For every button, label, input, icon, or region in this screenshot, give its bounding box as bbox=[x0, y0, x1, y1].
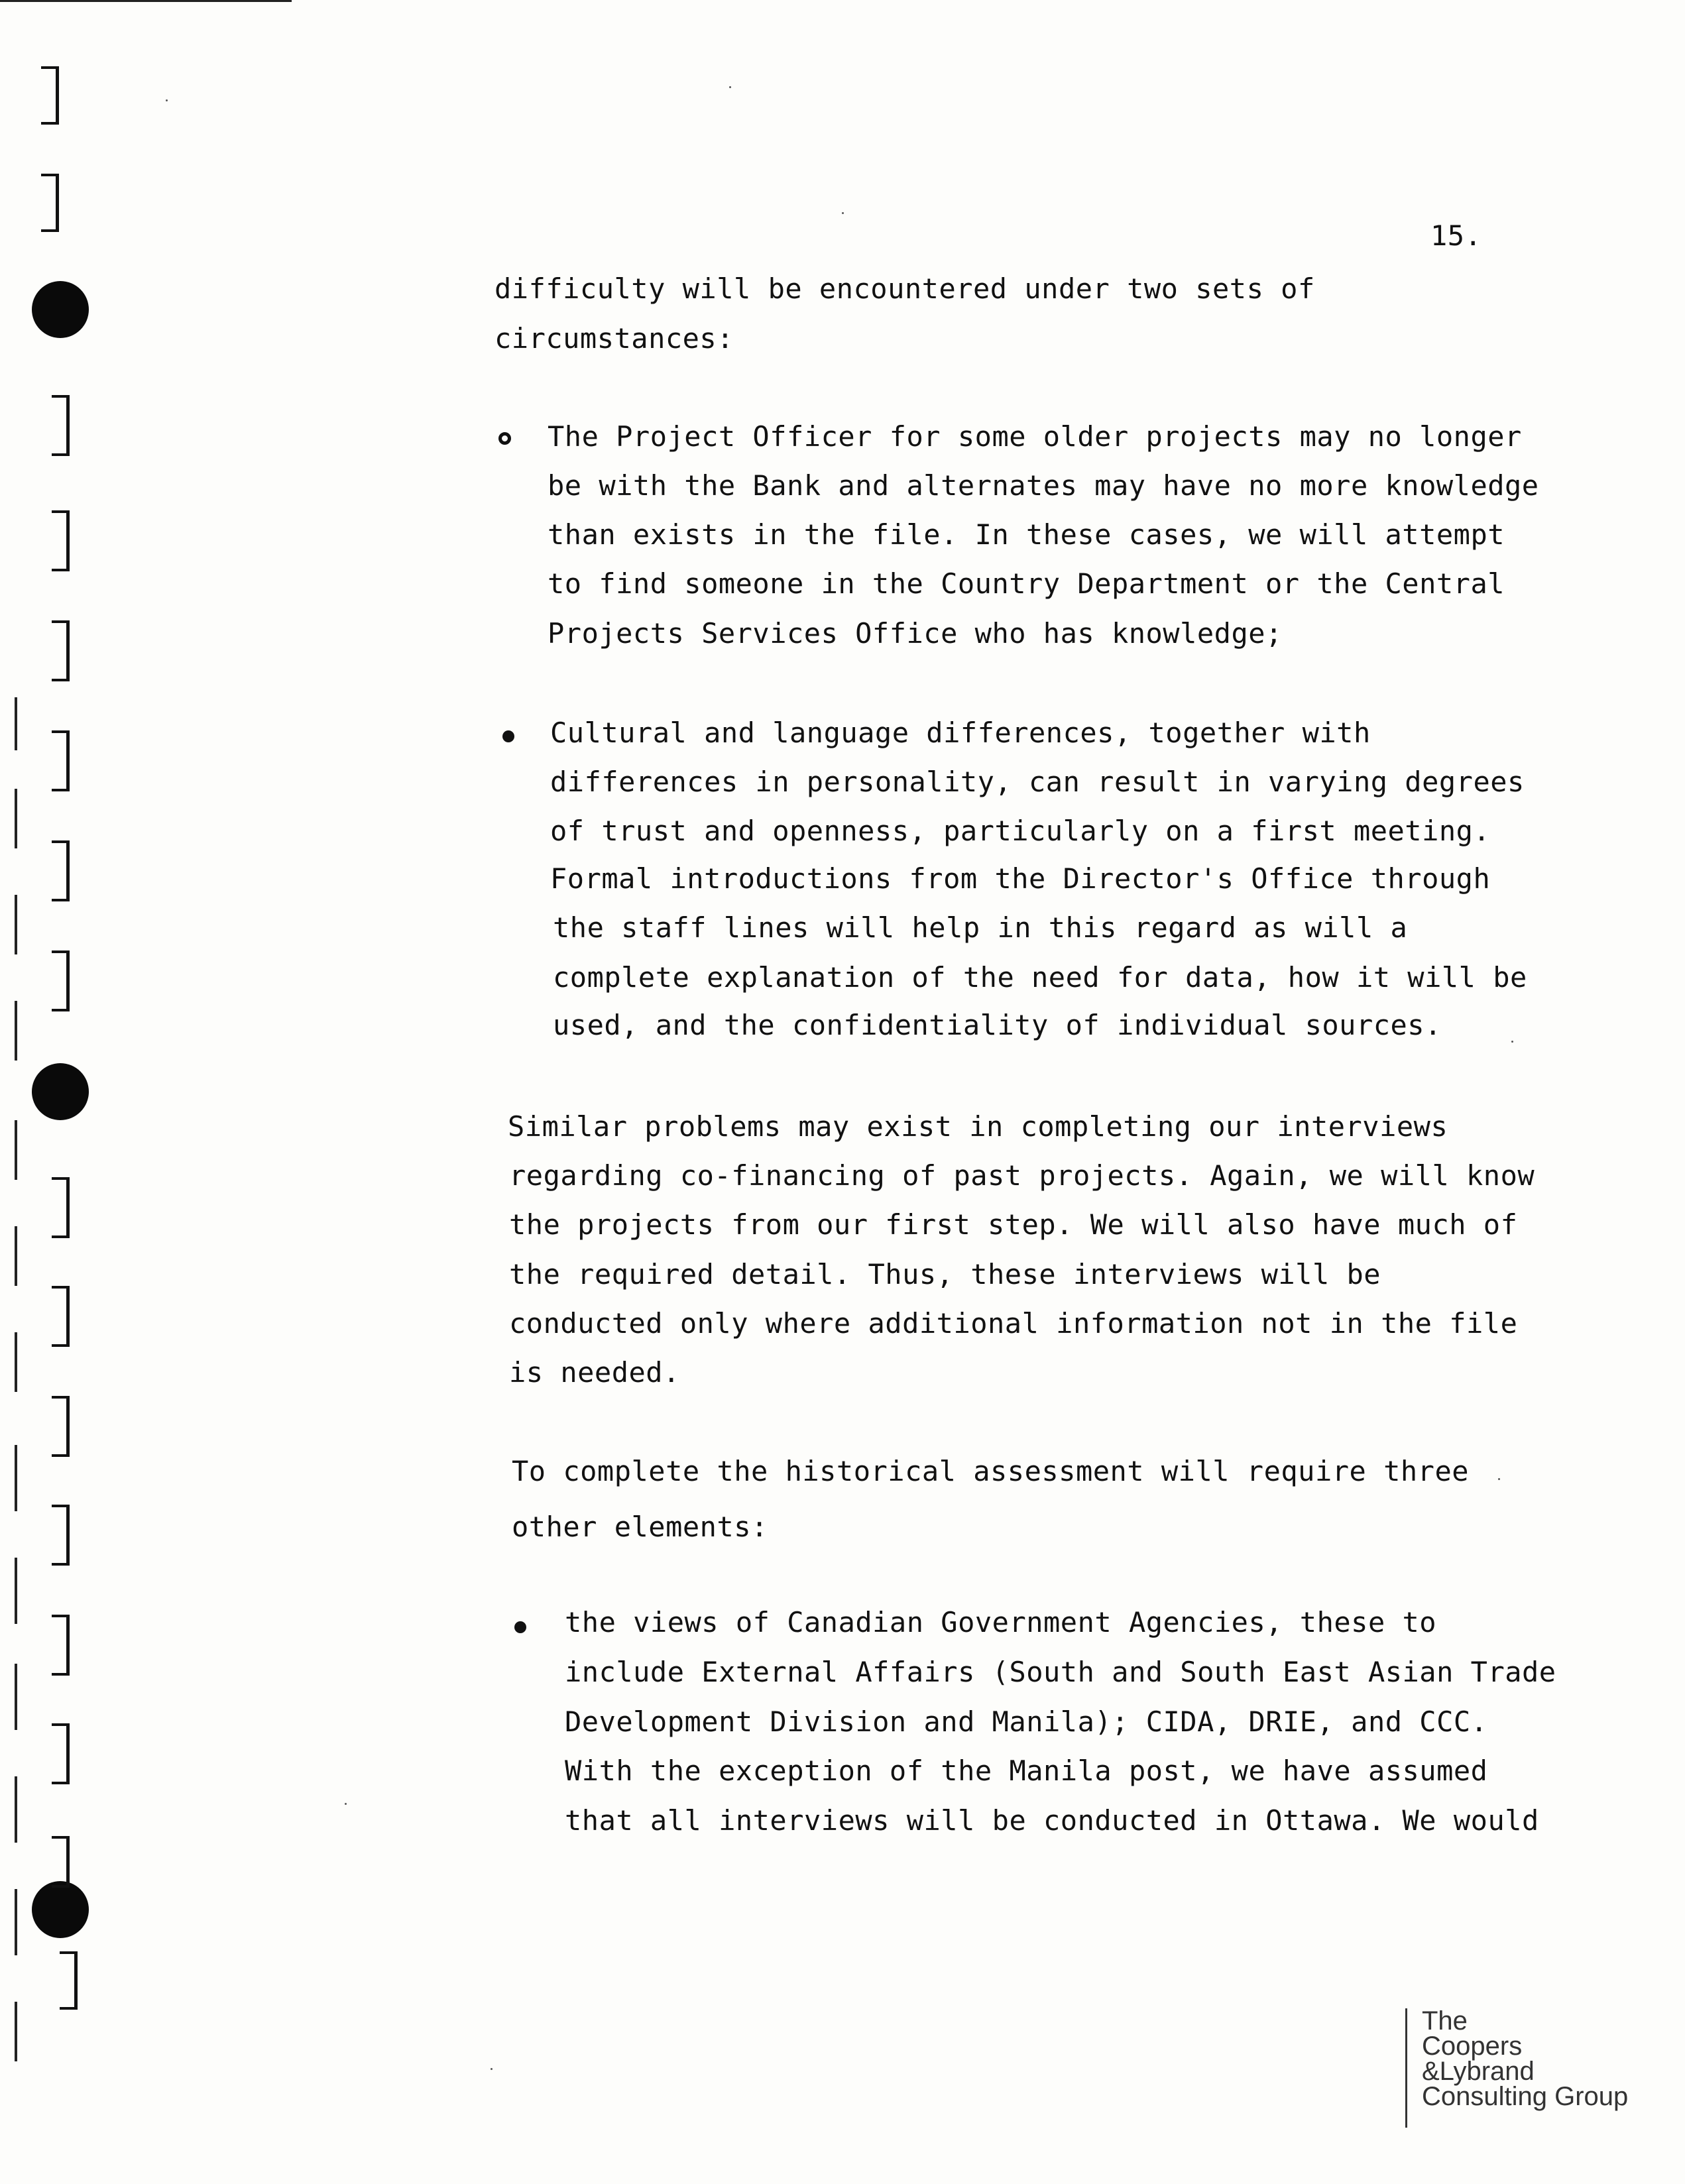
binder-bracket bbox=[60, 1951, 78, 2010]
margin-edge-mark bbox=[15, 1001, 17, 1061]
margin-edge-mark bbox=[15, 1445, 17, 1511]
binder-bracket bbox=[52, 950, 70, 1011]
margin-edge-mark bbox=[15, 1664, 17, 1730]
bullet-1-line: The Project Officer for some older projects may no longer bbox=[548, 420, 1522, 453]
margin-edge-mark bbox=[15, 1776, 17, 1843]
company-logo bbox=[1405, 2008, 1660, 2128]
binder-bracket bbox=[52, 620, 70, 681]
bullet-marker bbox=[502, 730, 514, 742]
binder-bracket bbox=[52, 840, 70, 901]
bullet-1-line: to find someone in the Country Department or the Central bbox=[548, 567, 1505, 600]
paragraph-2-line: To complete the historical assessment will require three bbox=[512, 1455, 1470, 1487]
margin-edge-mark bbox=[15, 1332, 17, 1392]
binder-bracket bbox=[52, 730, 70, 791]
bullet-2-line: the staff lines will help in this regard as will a bbox=[553, 911, 1408, 944]
paragraph-1-line: regarding co-financing of past projects. Again, we will know bbox=[509, 1159, 1535, 1192]
binder-bracket bbox=[52, 1177, 70, 1238]
punch-hole bbox=[32, 1063, 89, 1120]
binder-bracket bbox=[52, 1836, 70, 1888]
binder-bracket bbox=[52, 1505, 70, 1566]
margin-edge-mark bbox=[15, 1120, 17, 1180]
bullet-2-line: of trust and openness, particularly on a first meeting. bbox=[550, 815, 1491, 847]
margin-edge-mark bbox=[15, 1226, 17, 1286]
bullet-marker bbox=[498, 432, 511, 445]
bullet-3-line: that all interviews will be conducted in Ottawa. We would bbox=[565, 1804, 1539, 1837]
margin-edge-mark bbox=[15, 2002, 17, 2061]
scan-speck bbox=[345, 1803, 347, 1805]
scan-speck bbox=[1511, 1041, 1513, 1043]
binder-bracket bbox=[52, 395, 70, 456]
logo-line: The bbox=[1422, 2008, 1468, 2036]
binder-bracket bbox=[52, 1723, 70, 1784]
binder-bracket bbox=[52, 510, 70, 571]
bullet-marker bbox=[514, 1621, 526, 1633]
paragraph-1-line: is needed. bbox=[509, 1356, 680, 1389]
margin-edge-mark bbox=[15, 895, 17, 954]
binder-bracket bbox=[41, 66, 59, 125]
bullet-2-line: Cultural and language differences, together with bbox=[550, 717, 1371, 749]
punch-hole bbox=[32, 281, 89, 338]
margin-edge-mark bbox=[15, 789, 17, 848]
bullet-3-line: With the exception of the Manila post, we have assumed bbox=[565, 1754, 1488, 1787]
bullet-1-line: be with the Bank and alternates may have no more knowledge bbox=[548, 469, 1539, 502]
bullet-1-line: Projects Services Office who has knowledge; bbox=[548, 617, 1283, 650]
bullet-2-line: complete explanation of the need for data, how it will be bbox=[553, 961, 1527, 994]
margin-edge-mark bbox=[15, 1889, 17, 1955]
scan-speck bbox=[842, 212, 844, 214]
intro-line: difficulty will be encountered under two sets of bbox=[494, 272, 1315, 305]
margin-edge-mark bbox=[15, 1558, 17, 1624]
bullet-3-line: include External Affairs (South and South East Asian Trade bbox=[565, 1656, 1556, 1688]
margin-edge-mark bbox=[15, 697, 17, 750]
binder-bracket bbox=[41, 174, 59, 232]
bullet-3-line: the views of Canadian Government Agencies, these to bbox=[565, 1606, 1437, 1638]
binder-bracket bbox=[52, 1286, 70, 1347]
logo-line: &Lybrand bbox=[1422, 2057, 1535, 2086]
scan-speck bbox=[1498, 1478, 1500, 1480]
bullet-2-line: Formal introductions from the Director's Office through bbox=[550, 862, 1491, 895]
paragraph-1-line: Similar problems may exist in completing our interviews bbox=[508, 1110, 1448, 1143]
binder-bracket bbox=[52, 1615, 70, 1676]
scan-speck bbox=[729, 86, 731, 88]
paragraph-2-line: other elements: bbox=[512, 1511, 768, 1543]
logo-line: Consulting Group bbox=[1422, 2082, 1629, 2111]
punch-hole bbox=[32, 1881, 89, 1938]
bullet-2-line: differences in personality, can result in varying degrees bbox=[550, 766, 1525, 798]
bullet-3-line: Development Division and Manila); CIDA, DRIE, and CCC. bbox=[565, 1705, 1488, 1738]
scan-speck bbox=[166, 99, 168, 101]
intro-line: circumstances: bbox=[494, 322, 734, 355]
bullet-1-line: than exists in the file. In these cases, we will attempt bbox=[548, 518, 1505, 551]
paragraph-1-line: the required detail. Thus, these interviews will be bbox=[509, 1258, 1381, 1291]
paragraph-1-line: the projects from our first step. We will also have much of bbox=[509, 1208, 1518, 1241]
bullet-2-line: used, and the confidentiality of individual sources. bbox=[553, 1009, 1442, 1041]
paragraph-1-line: conducted only where additional information not in the file bbox=[509, 1307, 1518, 1340]
binder-bracket bbox=[52, 1396, 70, 1457]
scan-speck bbox=[491, 2068, 493, 2070]
top-edge-rule bbox=[0, 0, 292, 2]
page-number: 15. bbox=[1430, 219, 1482, 252]
logo-line: Coopers bbox=[1422, 2032, 1523, 2061]
